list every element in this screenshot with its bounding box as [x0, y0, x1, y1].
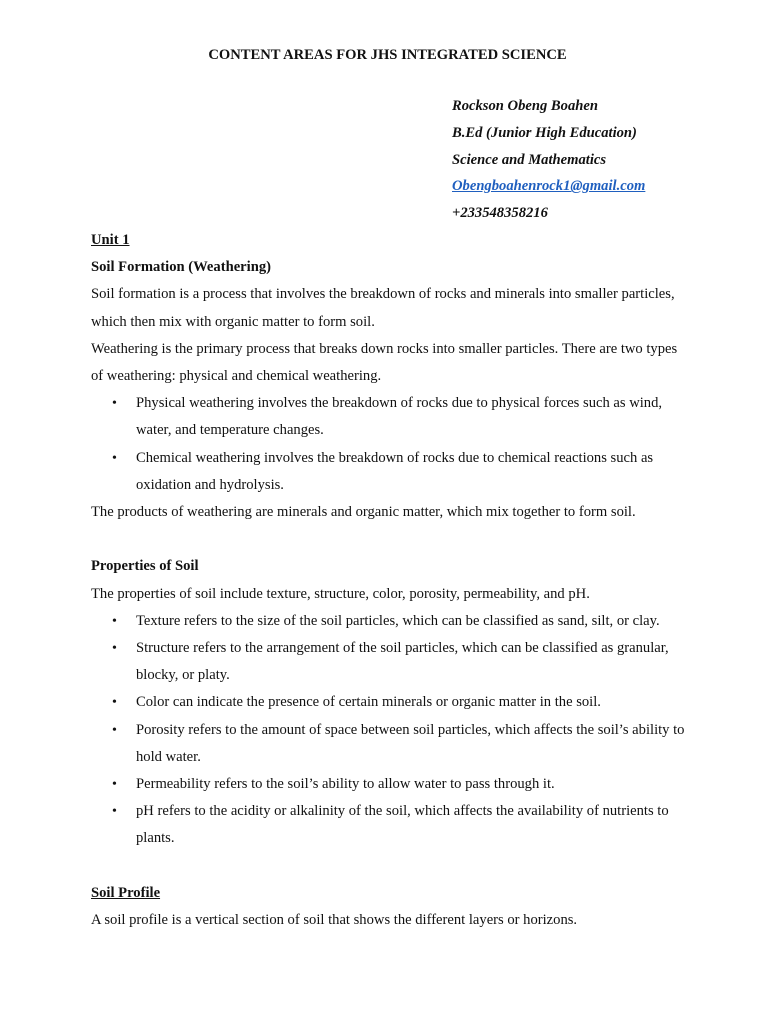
paragraph: A soil profile is a vertical section of soil that shows the different layers or horizons. [91, 912, 578, 929]
bullet-list [91, 390, 691, 499]
paragraph: The products of weathering are minerals and organic matter, which mix together to form soil. [91, 504, 636, 521]
spacer [91, 853, 691, 880]
paragraph: Weathering is the primary process that breaks down rocks into smaller particles. There are two types of weathering: physical and chemical weathering. [91, 340, 678, 385]
author-field: Science and Mathematics [452, 151, 607, 168]
document-body [91, 227, 691, 934]
author-email-link[interactable]: Obengboahenrock1@gmail.com [452, 178, 646, 195]
list-item: • Porosity refers to the amount of space between soil particles, which affects the soil’s ability to hold water. [136, 717, 691, 771]
paragraph: Soil formation is a process that involves the breakdown of rocks and minerals into smaller particles, which then mix with organic matter to form soil. [91, 286, 675, 330]
list-item: • Physical weathering involves the breakdown of rocks due to physical forces such as wind, water, and temperature changes. [136, 390, 691, 444]
author-name: Rockson Obeng Boahen [452, 98, 598, 114]
list-item: • Texture refers to the size of the soil particles, which can be classified as sand, silt, or clay. [136, 608, 691, 635]
list-item: • Permeability refers to the soil’s ability to allow water to pass through it. [136, 771, 691, 798]
bullet-list [91, 608, 691, 853]
document-title: CONTENT AREAS FOR JHS INTEGRATED SCIENCE [208, 47, 567, 63]
paragraph: The properties of soil include texture, structure, color, porosity, permeability, and pH. [91, 585, 590, 602]
author-block [452, 93, 645, 227]
section-heading-soil-formation: Soil Formation (Weathering) [91, 259, 271, 276]
section-heading-soil-profile: Soil Profile [91, 884, 161, 901]
section-heading-properties: Properties of Soil [91, 558, 199, 575]
author-phone: +233548358216 [452, 205, 548, 222]
list-item: • Chemical weathering involves the breakdown of rocks due to chemical reactions such as oxidation and hydrolysis. [136, 445, 691, 499]
author-degree: B.Ed (Junior High Education) [452, 124, 637, 141]
unit-label: Unit 1 [91, 232, 130, 248]
list-item: • Color can indicate the presence of certain minerals or organic matter in the soil. [136, 689, 691, 716]
list-item: • pH refers to the acidity or alkalinity of the soil, which affects the availability of nutrients to plants. [136, 798, 691, 852]
spacer [91, 526, 691, 553]
list-item: • Structure refers to the arrangement of the soil particles, which can be classified as granular, blocky, or platy. [136, 635, 691, 689]
